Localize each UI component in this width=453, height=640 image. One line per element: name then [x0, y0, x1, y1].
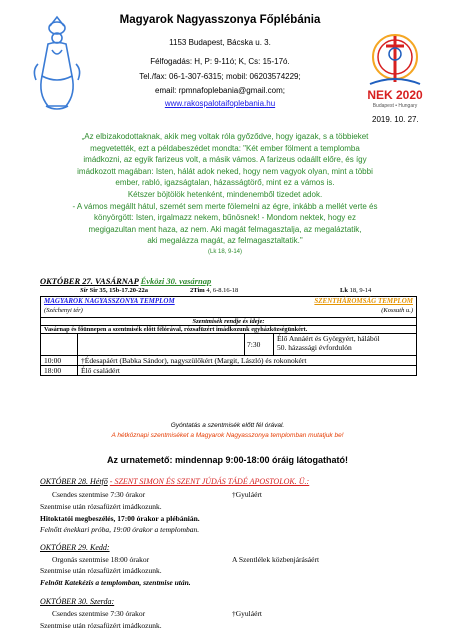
quote-line: imádkozott magában: Isten, hálát adok neked, hogy nem vagyok olyan, mint a többi — [77, 166, 373, 176]
tuesday-rosary: Szentmise után rózsafüzért imádkozunk. — [40, 566, 162, 575]
wednesday-rosary: Szentmise után rózsafüzért imádkozunk. — [40, 621, 162, 630]
quote-line: imádkozni, az egyik farizeus volt, a másik vámos. A farizeus odaállt előre, és így — [83, 155, 367, 165]
table-row — [41, 334, 417, 356]
table-row — [41, 318, 417, 326]
sunday-date: OKTÓBER 27. VASÁRNAP — [40, 276, 139, 286]
reading-1: Sir Sir 35, 15b-17.20-22a — [80, 287, 148, 294]
day-wednesday-title: OKTÓBER 30. Szerda: — [40, 597, 115, 606]
wednesday-mass: Csendes szentmise 7:30 órakor — [52, 609, 146, 618]
sunday-title — [40, 276, 211, 286]
cemetery-hours: Az urnatemető: mindennap 9:00-18:00 óráig látogatható! — [106, 455, 349, 465]
parish-title: Magyarok Nagyasszonya Főplébánia — [119, 14, 321, 26]
church-right-location: (Kossuth u.) — [381, 307, 413, 314]
day-monday-title: OKTÓBER 28. Hétfő - SZENT SIMON ÉS SZENT JÚDÁS TÁDÉ APOSTOLOK. Ü.: — [40, 477, 310, 486]
quote-reference: (Lk 18, 9-14) — [207, 248, 243, 255]
nek-2020-logo — [358, 30, 432, 112]
table-row — [41, 297, 417, 318]
monday-intention: †Gyuláért — [232, 490, 262, 499]
mass-intention: Élő családért — [78, 366, 245, 376]
quote-line: Kétszer böjtölök hetenként, mindenemből tizedet adok. — [127, 189, 323, 199]
tuesday-catechesis: Felnőtt Katekézis a templomban, szentmise után. — [40, 578, 191, 587]
nek-2020-subtext: Budapest • Hungary — [372, 103, 418, 109]
bulletin-date: 2019. 10. 27. — [372, 115, 419, 124]
quote-line: - A vámos megállt hátul, szemét sem merte fölemelni az égre, inkább a mellét verte és — [72, 201, 378, 211]
mass-intention: Élő Annáért és Györgyért, hálából — [277, 334, 380, 343]
mass-intention: †Édesapáért (Babka Sándor), nagyszülőkért (Margit, László) és rokonokért — [78, 356, 417, 366]
monday-mass: Csendes szentmise 7:30 órakor — [52, 490, 146, 499]
quote-line: ember, rabló, igazságtalan, házasságtörő, mint ez a vámos is. — [115, 178, 335, 188]
table-row — [41, 326, 417, 334]
day-tuesday-title: OKTÓBER 29. Kedd: — [40, 543, 110, 552]
reading-3: Lk 18, 9-14 — [340, 287, 372, 294]
table-row — [41, 366, 417, 376]
monday-rosary: Szentmise után rózsafüzért imádkozunk. — [40, 502, 162, 511]
monday-choir: Felnőtt énekkari próba, 19:00 órakor a templomban. — [40, 525, 200, 534]
tuesday-intention: A Szentlélek közbenjárásáért — [232, 555, 320, 564]
quote-line: könyörgött: Isten, irgalmazz nekem, bűnösnek! - Mondom nektek, hogy ez — [94, 213, 356, 223]
nek-2020-text: NEK 2020 — [367, 88, 423, 102]
quote-line: aki megalázza magát, az felmagasztaltatik." — [147, 236, 303, 246]
church-left-location: (Széchenyi tér) — [44, 307, 83, 314]
sunday-feast: Évközi 30. vasárnap — [140, 276, 212, 286]
parish-logo — [28, 14, 86, 114]
table-row — [41, 356, 417, 366]
tuesday-mass: Orgonás szentmise 18:00 órakor — [52, 555, 150, 564]
rosary-note: Vasárnap és főünnepen a szentmisék előtt félórával, rózsafüzért imádkozunk egyházközségünkért. — [41, 326, 417, 334]
quote-line: megigazultan ment haza, az nem. Aki magát felmagasztalja, az megaláztatik, — [88, 224, 362, 234]
address: 1153 Budapest, Bácska u. 3. — [169, 38, 271, 47]
weekday-mass-note: A hétköznapi szentmiséket a Magyarok Nagyasszonya templomban mutatjuk be! — [111, 432, 344, 439]
reading-2: 2Tim 4, 6-8.16-18 — [190, 287, 239, 294]
mass-time: 18:00 — [41, 366, 78, 376]
mass-time: 7:30 — [245, 334, 274, 355]
confession-note: Gyóntatás a szentmisék előtt fél órával. — [170, 422, 285, 429]
website-link[interactable]: www.rakospalotaifoplebania.hu — [164, 99, 276, 108]
wednesday-intention: †Gyuláért — [232, 609, 262, 618]
monday-teachers-meeting: Hitoktatói megbeszélés, 17:00 órakor a plébánián. — [40, 514, 200, 523]
church-right-name: SZENTHÁROMSÁG TEMPLOM — [314, 297, 413, 305]
email: email: rpmnafoplebania@gmail.com; — [155, 86, 285, 95]
mass-order-label: Szentmisék rendje és ideje: — [41, 318, 417, 326]
quote-line: „Az elbizakodottaknak, akik meg voltak róla győződve, hogy igazak, s a többieket — [81, 132, 369, 141]
mass-intention-cont: 50. házassági évfordulón — [277, 343, 352, 352]
church-left-name: MAGYAROK NAGYASSZONYA TEMPLOM — [44, 297, 175, 305]
mass-time: 10:00 — [41, 356, 78, 366]
phone: Tel./fax: 06-1-307-6315; mobil: 06203574229; — [139, 72, 301, 81]
gospel-quote — [40, 131, 410, 259]
quote-line: megvetették, ezt a példabeszédet mondta: "Két ember fölment a templomba — [90, 143, 360, 153]
mass-schedule-table — [40, 296, 417, 376]
office-hours: Félfogadás: H, P: 9-11ó; K, Cs: 15-17ó. — [150, 57, 290, 66]
